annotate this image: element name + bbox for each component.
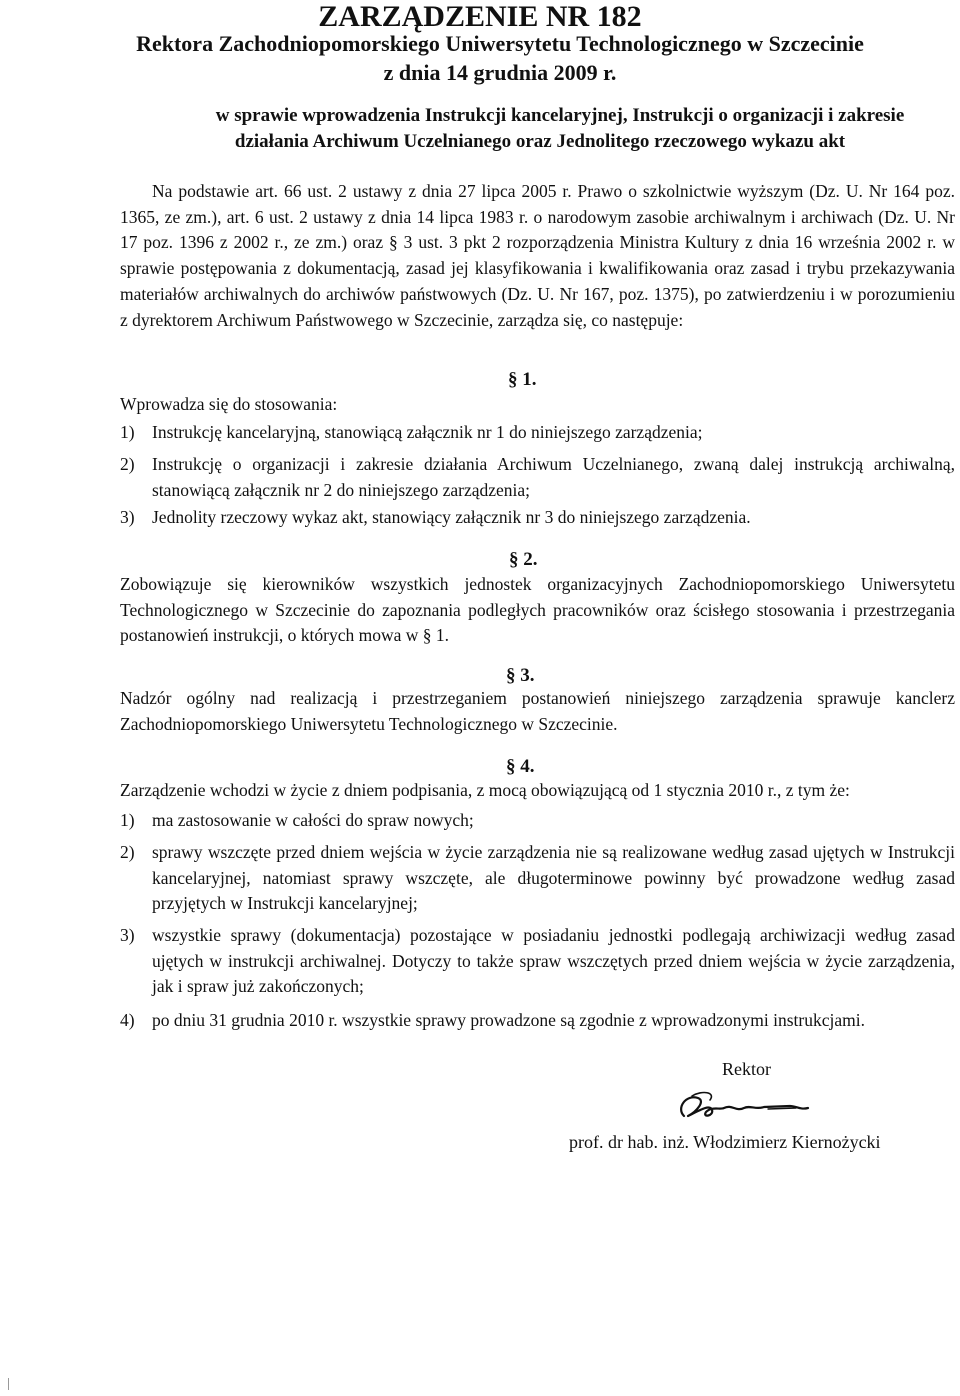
document-date: z dnia 14 grudnia 2009 r. — [383, 60, 617, 85]
section-heading-3: § 3. — [506, 665, 535, 686]
list-item-number: 3) — [120, 925, 135, 945]
list-item — [120, 505, 955, 531]
section-2-text: Zobowiązuje się kierowników wszystkich jednostek organizacyjnych Zachodniopomorskiego Uniwersytetu Technologicznego w Szczecinie do zapoznania podległych pracowników oraz ścisłego stosowania i przestrzegania postanowień instrukcji, o których mowa w § 1. — [120, 574, 955, 646]
list-item — [120, 840, 955, 917]
section-heading-4: § 4. — [506, 756, 535, 777]
list-item — [120, 808, 955, 834]
section-3-text: Nadzór ogólny nad realizacją i przestrzeganiem postanowień niniejszego zarządzenia sprawuje kanclerz Zachodniopomorskiego Uniwersytetu Technologicznego w Szczecinie. — [120, 688, 955, 734]
list-item-text: Instrukcję kancelaryjną, stanowiącą załącznik nr 1 do niniejszego zarządzenia; — [152, 422, 703, 442]
list-item — [120, 420, 955, 446]
list-item-number: 4) — [120, 1010, 135, 1030]
list-item-number: 2) — [120, 842, 135, 862]
document-issuer: Rektora Zachodniopomorskiego Uniwersytetu Technologicznego w Szczecinie — [136, 31, 864, 56]
list-item — [120, 452, 955, 503]
list-item-number: 1) — [120, 422, 135, 442]
scan-mark — [8, 1378, 9, 1390]
list-item-number: 1) — [120, 810, 135, 830]
list-item-text: po dniu 31 grudnia 2010 r. wszystkie sprawy prowadzone są zgodnie z wprowadzonymi instrukcjami. — [152, 1010, 865, 1030]
list-item-text: Jednolity rzeczowy wykaz akt, stanowiący załącznik nr 3 do niniejszego zarządzenia. — [152, 507, 751, 527]
signatory-role: Rektor — [722, 1059, 771, 1079]
legal-basis-paragraph — [120, 179, 955, 333]
document-subject-line2: działania Archiwum Uczelnianego oraz Jednolitego rzeczowego wykazu akt — [234, 131, 846, 152]
list-item-number: 2) — [120, 454, 135, 474]
list-item-number: 3) — [120, 507, 135, 527]
list-item-text: wszystkie sprawy (dokumentacja) pozostające w posiadaniu jednostki podlegają archiwizacji według zasad ujętych w instrukcji archiwalnej. Dotyczy to także spraw wszczętych przed dniem wejścia w życie zarządzenia, jak i spraw już zakończonych; — [152, 925, 955, 997]
list-item-text: Instrukcję o organizacji i zakresie działania Archiwum Uczelnianego, zwaną dalej instrukcją archiwalną, stanowiącą załącznik nr 2 do niniejszego zarządzenia; — [152, 454, 955, 500]
section-1-intro: Wprowadza się do stosowania: — [120, 394, 338, 414]
section-4-intro: Zarządzenie wchodzi w życie z dniem podpisania, z mocą obowiązującą od 1 stycznia 2010 r., z tym że: — [120, 780, 850, 800]
list-item — [120, 1008, 955, 1034]
document-subject-line1: w sprawie wprowadzenia Instrukcji kancelaryjnej, Instrukcji o organizacji i zakresie — [215, 105, 905, 126]
list-item-text: sprawy wszczęte przed dniem wejścia w życie zarządzenia nie są realizowane według zasad ujętych w Instrukcji kancelaryjnej, natomiast sprawy wszczęte, ale długoterminowe powinny być prowadzone według zasad przyjętych w Instrukcji kancelaryjnej; — [152, 842, 955, 914]
handwritten-signature — [672, 1086, 822, 1128]
legal-basis-text: Na podstawie art. 66 ust. 2 ustawy z dnia 27 lipca 2005 r. Prawo o szkolnictwie wyższym (Dz. U. Nr 164 poz. 1365, ze zm.), art. 6 ust. 2 ustawy z dnia 14 lipca 1983 r. o narodowym zasobie archiwalnym i archiwach (Dz. U. Nr 17 poz. 1396 z 2002 r., ze zm.) oraz § 3 ust. 3 pkt 2 rozporządzenia Ministra Kultury z dnia 16 września 2002 r. w sprawie postępowania z dokumentacją, zasad jej klasyfikowania i kwalifikowania oraz zasad i trybu przekazywania materiałów archiwalnych do archiwów państwowych (Dz. U. Nr 167, poz. 1375), po zatwierdzeniu i w porozumieniu z dyrektorem Archiwum Państwowego w Szczecinie, zarządza się, co następuje: — [120, 181, 955, 330]
list-item — [120, 923, 955, 1000]
document-title: ZARZĄDZENIE NR 182 — [318, 0, 642, 33]
section-heading-2: § 2. — [509, 549, 538, 570]
signatory-name: prof. dr hab. inż. Włodzimierz Kiernożycki — [569, 1132, 881, 1152]
list-item-text: ma zastosowanie w całości do spraw nowych; — [152, 810, 474, 830]
section-heading-1: § 1. — [508, 369, 537, 390]
